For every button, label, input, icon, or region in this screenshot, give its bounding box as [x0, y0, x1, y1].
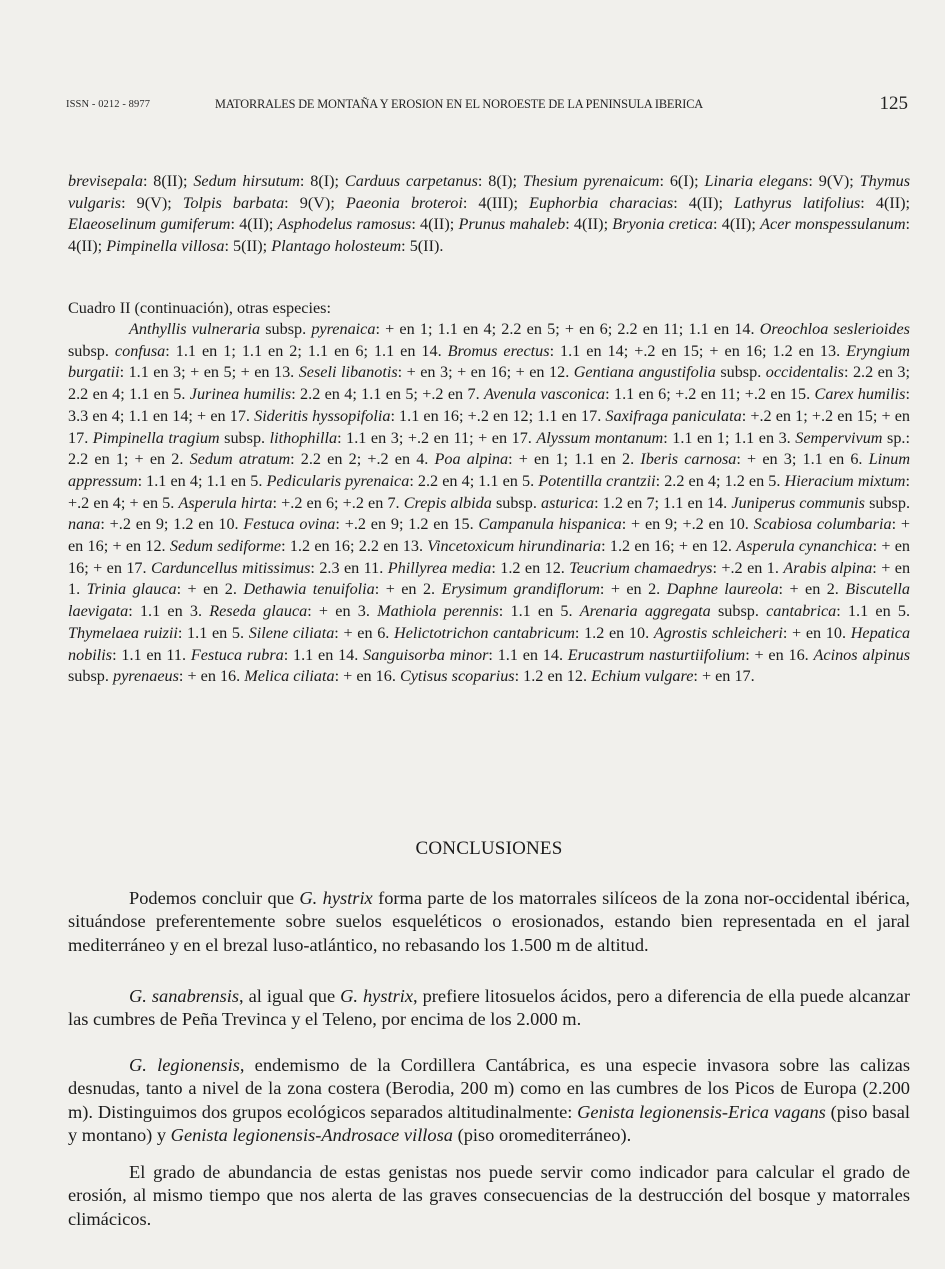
text-run: : 6(I);: [659, 172, 705, 190]
taxon-name: Erucastrum nasturtiifolium: [567, 645, 746, 664]
taxon-name: Poa alpina: [434, 450, 509, 469]
taxon-name: Gentiana angustifolia: [573, 363, 716, 382]
text-run: : 2.2 en 3; 2.2 en 4; 1.1 en 5.: [68, 363, 911, 404]
conclusion-paragraph: [68, 887, 910, 957]
taxon-name: Echium vulgare: [591, 667, 694, 686]
taxon-name: Crepis albida: [403, 493, 492, 512]
text-run: : + en 10.: [782, 623, 851, 642]
taxon-name: Genista legionensis-Androsace villosa: [170, 1125, 453, 1146]
running-header: [66, 93, 912, 117]
text-run: : 1.1 en 3; +.2 en 11; + en 17.: [337, 428, 537, 447]
taxon-name: Biscutella laevigata: [68, 580, 910, 621]
text-run: : + en 16.: [334, 667, 400, 686]
taxon-name: Juniperus communis: [731, 493, 865, 512]
taxon-name: Bromus erectus: [447, 341, 550, 360]
taxon-name: Vincetoxicum hirundinaria: [427, 537, 602, 556]
taxon-name: G. legionensis: [129, 1055, 240, 1075]
text-run: : 9(V);: [284, 193, 346, 212]
taxon-name: G. sanabrensis: [129, 986, 240, 1006]
taxon-name: G. hystrix: [299, 888, 373, 908]
text-run: subsp.: [864, 493, 910, 512]
taxon-name: Lathyrus latifolius: [734, 193, 861, 212]
text-run: subsp.: [710, 602, 767, 621]
text-run: : 1.1 en 1; 1.1 en 3.: [663, 428, 796, 447]
text-run: subsp.: [715, 363, 766, 382]
text-run: : 1.1 en 16; +.2 en 12; 1.1 en 17.: [390, 406, 606, 425]
text-run: : +.2 en 1; +.2 en 15; + en 17.: [68, 406, 911, 447]
taxon-name: Thymelaea ruizii: [68, 623, 178, 642]
text-run: : 5(II);: [224, 237, 272, 256]
taxon-name: Melica ciliata: [244, 667, 335, 686]
taxon-name: Asperula hirta: [178, 493, 273, 512]
taxon-name: Genista legionensis-Erica vagans: [577, 1101, 826, 1122]
taxon-name: Sedum atratum: [189, 450, 291, 469]
text-run: : 2.2 en 4; 1.2 en 5.: [655, 471, 785, 490]
taxon-name: asturica: [541, 493, 595, 512]
taxon-name: Silene ciliata: [248, 623, 335, 642]
taxon-name: Sedum sediforme: [169, 537, 282, 556]
taxon-name: Sedum hirsutum: [193, 172, 300, 190]
cuadro-heading: Cuadro II (continuación), otras especies:: [68, 299, 331, 317]
text-run: : 1.1 en 5.: [498, 602, 580, 621]
taxon-name: Phillyrea media: [387, 558, 492, 577]
text-run: : 4(II);: [230, 215, 278, 234]
text-run: : 1.1 en 14.: [283, 645, 364, 664]
taxon-name: Alyssum montanum: [536, 428, 664, 447]
text-run: : + en 16.: [745, 645, 814, 664]
text-run: : + en 2.: [599, 580, 667, 599]
taxon-name: Daphne laureola: [666, 580, 779, 599]
taxon-name: brevisepala: [68, 172, 143, 190]
taxon-name: Scabiosa columbaria: [753, 515, 892, 534]
text-run: : + en 16; + en 12.: [68, 515, 910, 556]
text-run: : 9(V);: [121, 193, 183, 212]
taxon-name: Sempervivum: [795, 428, 883, 447]
taxon-name: Thymus vulgaris: [68, 172, 911, 212]
taxon-name: Pimpinella villosa: [106, 237, 225, 256]
text-run: sp.: 2.2 en 1; + en 2.: [68, 428, 910, 469]
taxon-name: Plantago holosteum: [271, 237, 402, 256]
taxon-name: Saxifraga paniculata: [605, 406, 742, 425]
conclusion-paragraph: [68, 985, 910, 1032]
text-run: : +.2 en 4; + en 5.: [68, 471, 910, 512]
text-run: : + en 3; 1.1 en 6.: [736, 450, 869, 469]
taxon-name: lithophilla: [269, 428, 338, 447]
text-run: : 4(II);: [860, 193, 911, 212]
text-run: : + en 2.: [778, 580, 846, 599]
taxon-name: nana: [68, 515, 101, 534]
taxon-name: Pimpinella tragium: [92, 428, 220, 447]
text-run: : + en 1; 1.1 en 4; 2.2 en 5; + en 6; 2.2 en 11; 1.1 en 14.: [375, 320, 760, 338]
text-run: : 2.3 en 11.: [310, 558, 388, 577]
taxon-name: Trinia glauca: [86, 580, 177, 599]
taxon-name: Carduus carpetanus: [344, 172, 478, 190]
taxon-name: Helictotrichon cantabricum: [394, 623, 575, 642]
taxon-name: G. hystrix: [340, 986, 414, 1006]
text-run: : 8(II);: [142, 172, 194, 190]
text-run: : +.2 en 9; 1.2 en 15.: [335, 515, 479, 534]
taxon-name: Tolpis barbata: [182, 193, 285, 212]
taxon-name: Reseda glauca: [209, 602, 308, 621]
issn: ISSN - 0212 - 8977: [66, 99, 151, 110]
text-run: : +.2 en 1.: [712, 558, 784, 577]
text-run: : 1.1 en 6; +.2 en 11; +.2 en 15.: [605, 385, 815, 404]
text-run: : + en 2.: [374, 580, 442, 599]
taxon-name: Cytisus scoparius: [399, 667, 515, 686]
text-run: : 1.1 en 14; +.2 en 15; + en 16; 1.2 en 13.: [549, 341, 847, 360]
text-run: : 1.1 en 5.: [836, 602, 911, 621]
text-run: : 8(I);: [477, 172, 523, 190]
taxon-name: Carduncellus mitissimus: [151, 558, 311, 577]
text-run: subsp.: [491, 493, 541, 512]
text-run: : + en 3.: [307, 602, 378, 621]
text-run: : +.2 en 9; 1.2 en 10.: [100, 515, 244, 534]
text-run: subsp.: [68, 341, 115, 360]
text-run: Podemos concluir que: [129, 888, 300, 908]
text-run: : 1.1 en 5.: [177, 623, 249, 642]
text-run: , al igual que: [239, 986, 341, 1006]
text-run: : 1.2 en 12.: [491, 558, 570, 577]
taxon-name: Asperula cynanchica: [736, 537, 873, 556]
running-title: MATORRALES DE MONTAÑA Y EROSION EN EL NOROESTE DE LA PENINSULA IBERICA: [215, 97, 704, 111]
text-run: : 1.1 en 3; + en 5; + en 13.: [119, 363, 299, 382]
taxon-name: cantabrica: [766, 602, 837, 621]
taxon-name: Oreochloa seslerioides: [759, 320, 910, 338]
taxon-name: Prunus mahaleb: [458, 215, 566, 234]
taxon-name: Festuca rubra: [190, 645, 284, 664]
taxon-name: Hieracium mixtum: [784, 471, 906, 490]
taxon-name: Paeonia broteroi: [345, 193, 463, 212]
taxon-name: Euphorbia characias: [529, 193, 674, 212]
otras-especies-paragraph: [68, 319, 910, 688]
taxon-name: Anthyllis vulneraria: [129, 320, 261, 338]
taxon-name: Arabis alpina: [783, 558, 873, 577]
text-run: (piso basal y montano) y: [68, 1101, 910, 1146]
taxon-name: Bryonia cretica: [612, 215, 714, 234]
taxon-name: Teucrium chamaedrys: [569, 558, 713, 577]
text-run: : 1.1 en 3.: [128, 602, 210, 621]
taxon-name: Eryngium burgatii: [68, 341, 910, 382]
text-run: subsp.: [219, 428, 270, 447]
taxon-name: Campanula hispanica: [478, 515, 622, 534]
text-run: , endemismo de la Cordillera Cantábrica, es una especie invasora sobre las calizas desnudas, tanto a nivel de la zona costera (Berodia, 200 m) como en las cumbres de los Picos de Europa (2.200 m). Distinguimos dos grupos ecológicos separados altitudinalmente:: [68, 1055, 910, 1122]
text-run: : 4(II);: [411, 215, 459, 234]
taxon-name: Avenula vasconica: [483, 385, 606, 404]
taxon-name: Mathiola perennis: [377, 602, 499, 621]
taxon-name: Seseli libanotis: [298, 363, 398, 382]
taxon-name: occidentalis: [765, 363, 844, 382]
conclusion-paragraph: [68, 1054, 910, 1148]
text-run: subsp.: [68, 667, 113, 686]
text-run: : 4(III);: [462, 193, 530, 212]
text-run: : 1.2 en 12.: [514, 667, 592, 686]
text-run: : + en 16.: [178, 667, 245, 686]
text-run: : 4(II);: [673, 193, 735, 212]
taxon-name: Linaria elegans: [704, 172, 809, 190]
species-list-continuation: [68, 171, 910, 258]
text-run: , prefiere litosuelos ácidos, pero a diferencia de ella puede alcanzar las cumbres de Peña Trevinca y el Teleno, por encima de los 2.000 m.: [68, 986, 911, 1030]
taxon-name: Jurinea humilis: [189, 385, 292, 404]
taxon-name: pyrenaeus: [112, 667, 179, 686]
text-run: : + en 9; +.2 en 10.: [621, 515, 754, 534]
text-run: : 1.1 en 4; 1.1 en 5.: [137, 471, 267, 490]
text-run: : 1.2 en 7; 1.1 en 14.: [594, 493, 732, 512]
text-run: subsp.: [260, 320, 312, 338]
text-run: : + en 6.: [334, 623, 395, 642]
text-run: : +.2 en 6; +.2 en 7.: [272, 493, 404, 512]
text-run: : + en 2.: [176, 580, 244, 599]
taxon-name: Asphodelus ramosus: [277, 215, 412, 234]
text-run: : 9(V);: [808, 172, 860, 190]
taxon-name: Linum appressum: [68, 450, 911, 490]
text-run: : 8(I);: [299, 172, 345, 190]
text-run: : 5(II).: [401, 237, 444, 256]
text-run: El grado de abundancia de estas genistas nos puede servir como indicador para calcular el grado de erosión, al mismo tiempo que nos alerta de las graves consecuencias de la destrucción del bosque y matorrales climácicos.: [68, 1162, 910, 1229]
taxon-name: Elaeoselinum gumiferum: [68, 215, 231, 234]
taxon-name: Pedicularis pyrenaica: [266, 471, 410, 490]
taxon-name: Iberis carnosa: [640, 450, 737, 469]
taxon-name: Agrostis schleicheri: [653, 623, 783, 642]
text-run: : 1.2 en 10.: [574, 623, 654, 642]
text-run: : 1.2 en 16; + en 12.: [601, 537, 737, 556]
text-run: : 2.2 en 2; +.2 en 4.: [290, 450, 435, 469]
taxon-name: Sanguisorba minor: [363, 645, 489, 664]
section-heading-conclusiones: CONCLUSIONES: [415, 838, 563, 859]
text-run: : 2.2 en 4; 1.1 en 5; +.2 en 7.: [291, 385, 484, 404]
taxon-name: Sideritis hyssopifolia: [254, 406, 391, 425]
text-run: : 2.2 en 4; 1.1 en 5.: [409, 471, 539, 490]
taxon-name: confusa: [114, 341, 166, 360]
page-number: 125: [879, 93, 908, 114]
text-run: : + en 16; + en 17.: [68, 537, 911, 577]
text-run: : + en 1.: [68, 558, 911, 599]
text-run: : 1.1 en 1; 1.1 en 2; 1.1 en 6; 1.1 en 14.: [165, 341, 448, 360]
taxon-name: Hepatica nobilis: [68, 623, 911, 664]
taxon-name: Arenaria aggregata: [579, 602, 711, 621]
text-run: (piso oromediterráneo).: [452, 1125, 632, 1146]
conclusion-paragraph: [68, 1161, 910, 1231]
taxon-name: Erysimum grandiflorum: [441, 580, 600, 599]
taxon-name: pyrenaica: [311, 320, 376, 338]
taxon-name: Potentilla crantzii: [538, 471, 656, 490]
taxon-name: Festuca ovina: [243, 515, 336, 534]
taxon-name: Acer monspessulanum: [760, 215, 906, 234]
text-run: : 3.3 en 4; 1.1 en 14; + en 17.: [68, 385, 910, 425]
text-run: : + en 1; 1.1 en 2.: [508, 450, 641, 469]
taxon-name: Thesium pyrenaicum: [522, 172, 660, 190]
text-run: : 1.1 en 11.: [112, 645, 191, 664]
text-run: : + en 17.: [693, 667, 755, 686]
text-run: forma parte de los matorrales silíceos de la zona nor-occidental ibérica, situándose preferentemente sobre suelos esqueléticos o erosionados, estando bien representada en el jaral mediterráneo y en el brezal luso-atlántico, no rebasando los 1.500 m de altitud.: [68, 888, 911, 955]
taxon-name: Acinos alpinus: [813, 645, 911, 664]
text-run: : 4(II);: [713, 215, 761, 234]
taxon-name: Dethawia tenuifolia: [243, 580, 375, 599]
text-run: : 4(II);: [68, 215, 911, 256]
text-run: : 1.1 en 14.: [488, 645, 568, 664]
text-run: : 1.2 en 16; 2.2 en 13.: [281, 537, 428, 556]
text-run: : 4(II);: [565, 215, 613, 234]
text-run: : + en 3; + en 16; + en 12.: [397, 363, 574, 382]
taxon-name: Carex humilis: [814, 385, 906, 404]
